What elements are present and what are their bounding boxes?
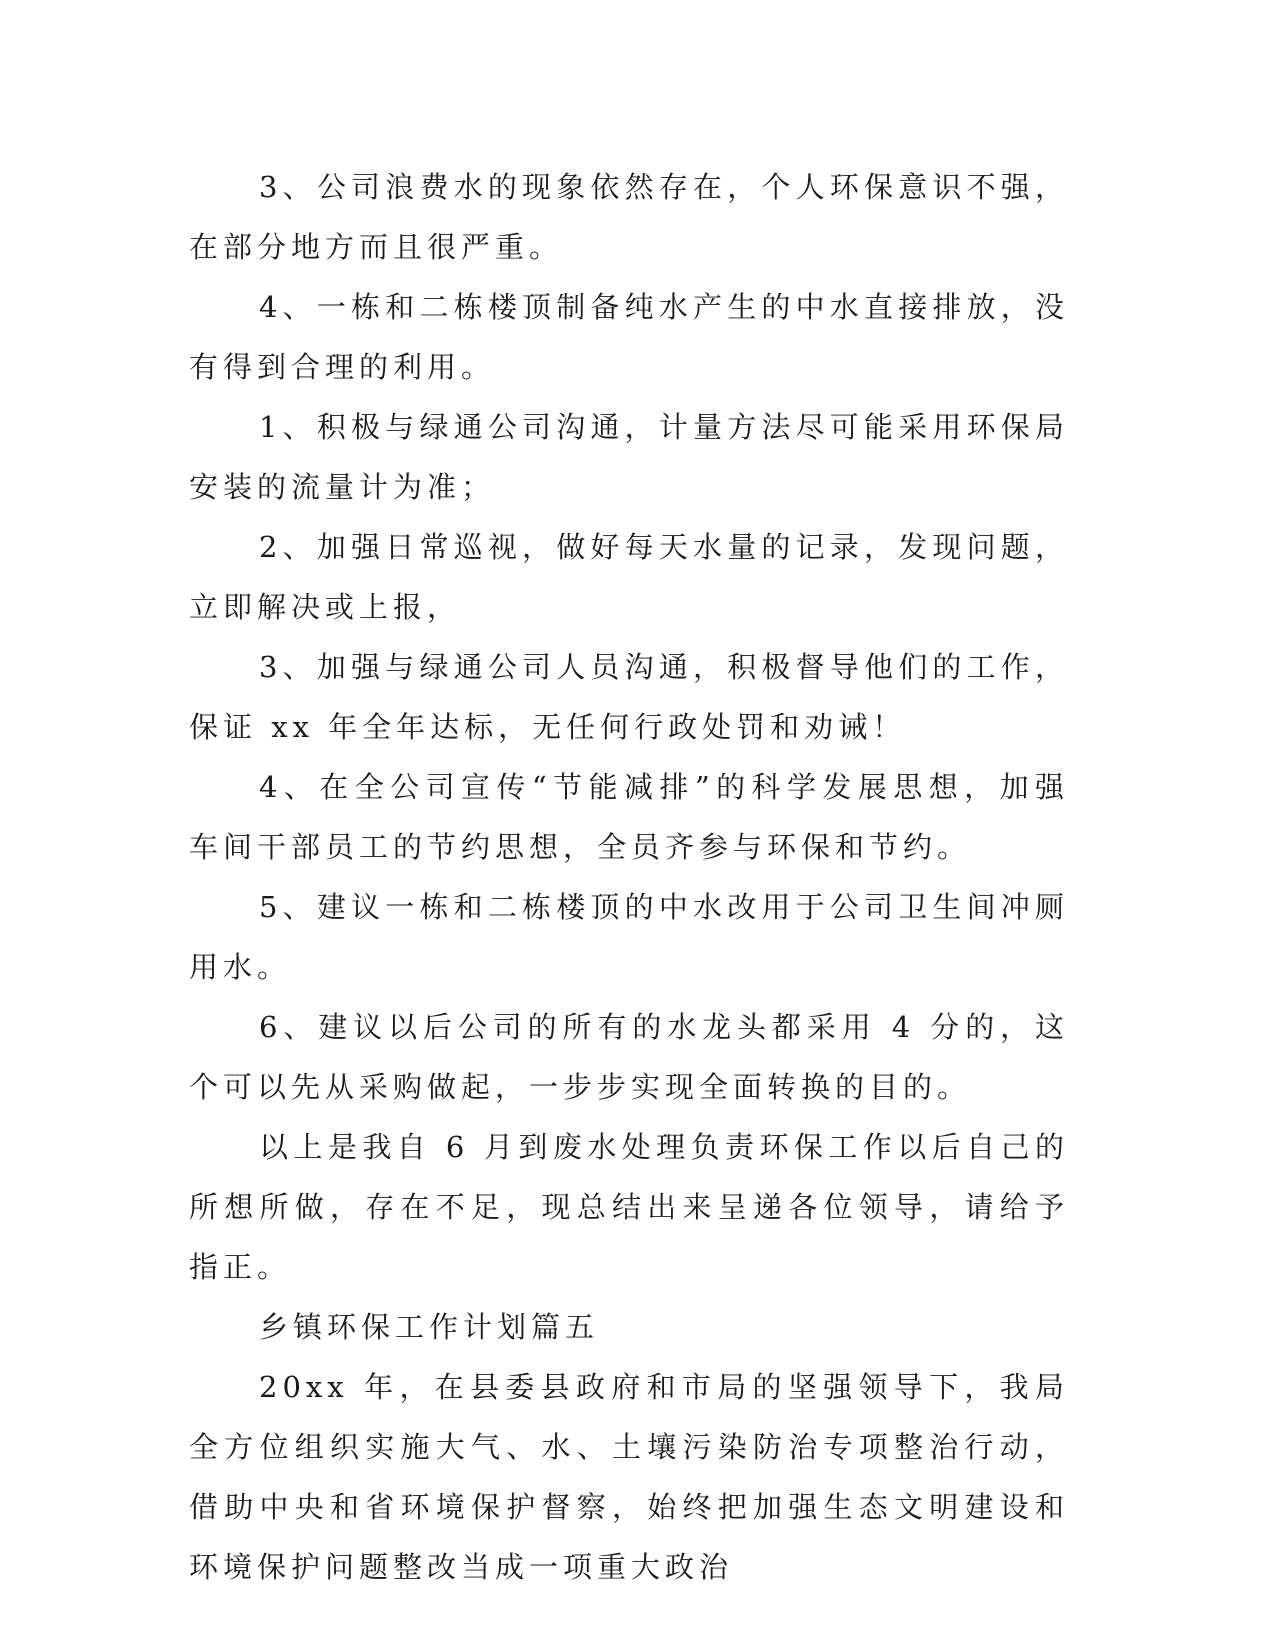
paragraph-9: 以上是我自 6 月到废水处理负责环保工作以后自己的所想所做，存在不足，现总结出来呈递各位领导，请给予指正。	[189, 1130, 1069, 1284]
paragraph-11: 20xx 年，在县委县政府和市局的坚强领导下，我局全方位组织实施大气、水、土壤污染防治专项整治行动，借助中央和省环境保护督察，始终把加强生态文明建设和环境保护问题整改当成一项重大政治	[189, 1370, 1069, 1584]
paragraph-8: 6、建议以后公司的所有的水龙头都采用 4 分的，这个可以先从采购做起，一步步实现全面转换的目的。	[189, 1010, 1069, 1104]
paragraph-7: 5、建议一栋和二栋楼顶的中水改用于公司卫生间冲厕用水。	[189, 890, 1069, 984]
paragraph-1: 3、公司浪费水的现象依然存在，个人环保意识不强，在部分地方而且很严重。	[189, 170, 1069, 264]
paragraph-2: 4、一栋和二栋楼顶制备纯水产生的中水直接排放，没有得到合理的利用。	[189, 290, 1069, 384]
paragraph-3: 1、积极与绿通公司沟通，计量方法尽可能采用环保局安装的流量计为准；	[189, 410, 1069, 504]
paragraph-4: 2、加强日常巡视，做好每天水量的记录，发现问题，立即解决或上报，	[189, 530, 1069, 624]
section-heading: 乡镇环保工作计划篇五	[259, 1310, 600, 1344]
document-body	[189, 157, 1069, 1597]
paragraph-5: 3、加强与绿通公司人员沟通，积极督导他们的工作，保证 xx 年全年达标，无任何行政处罚和劝诫！	[189, 650, 1069, 744]
paragraph-6: 4、在全公司宣传“节能减排”的科学发展思想，加强车间干部员工的节约思想，全员齐参与环保和节约。	[189, 770, 1069, 864]
